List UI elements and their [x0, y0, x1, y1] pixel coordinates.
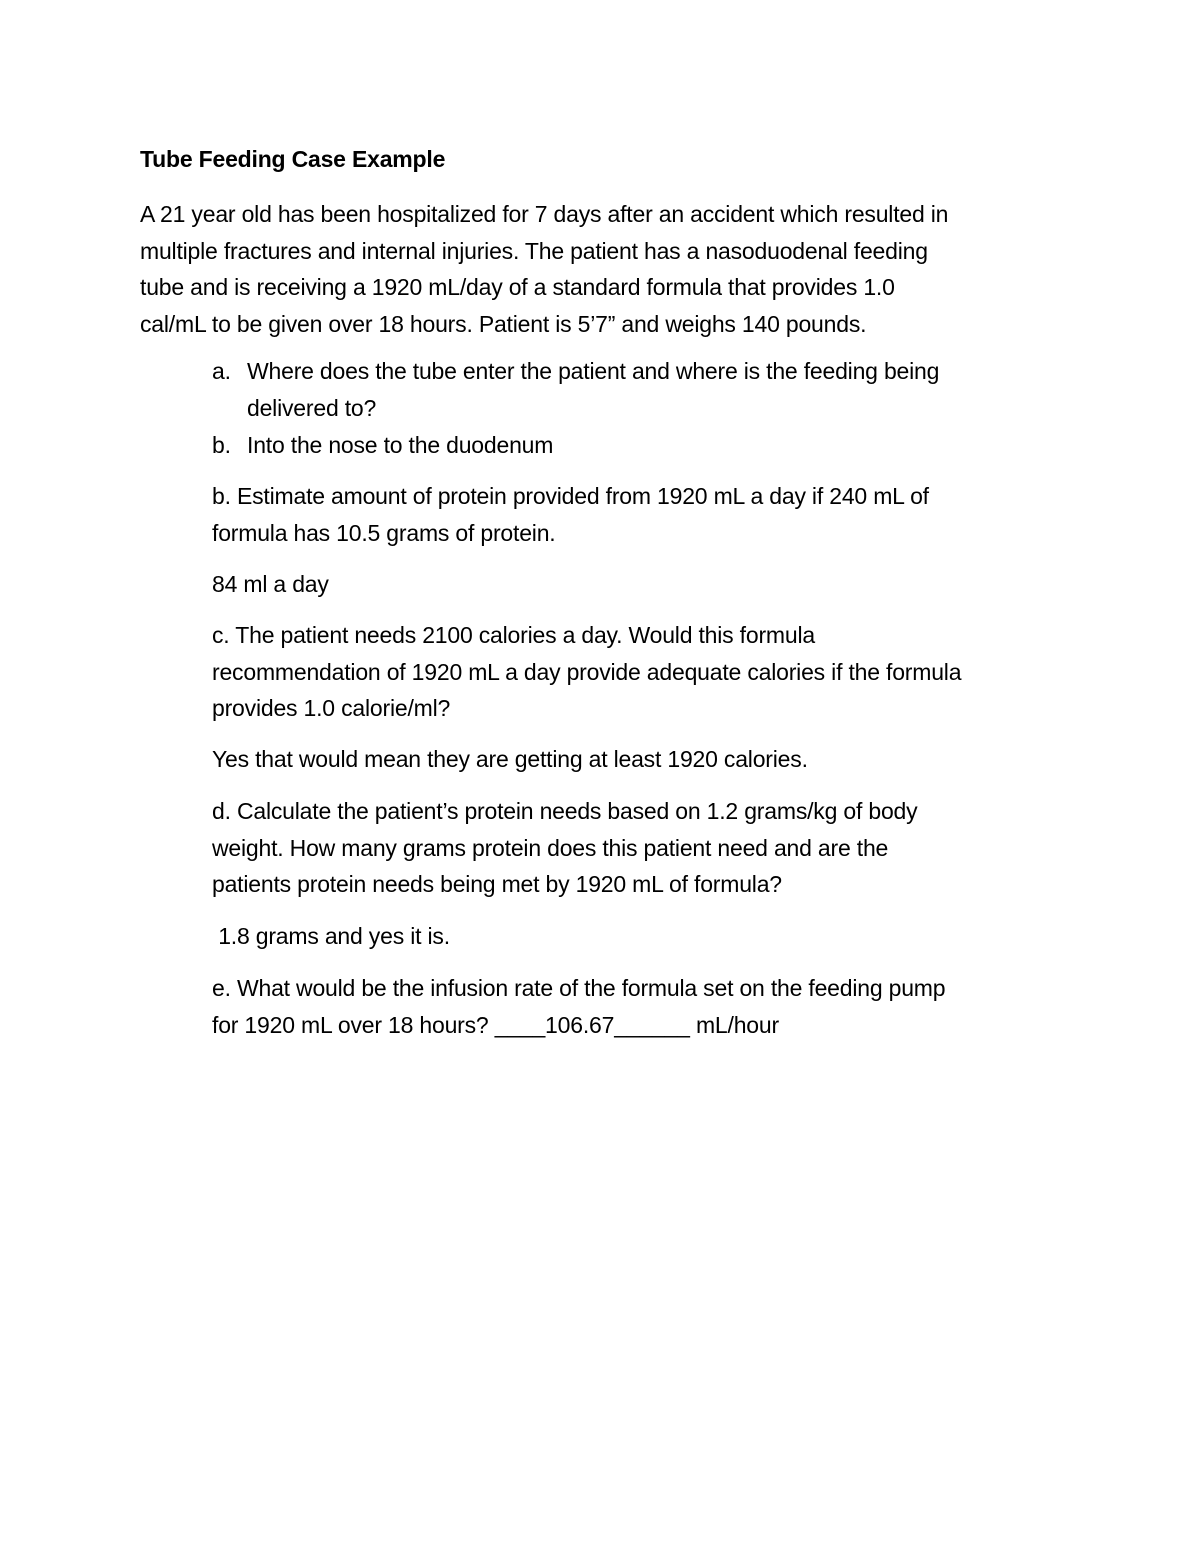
list-marker: b.	[212, 432, 231, 458]
answer-text: 84 ml a day	[212, 571, 329, 597]
case-line: A 21 year old has been hospitalized for 7 days after an accident which resulted in	[140, 201, 949, 227]
list-marker: a.	[212, 358, 231, 384]
document-title: Tube Feeding Case Example	[140, 146, 446, 172]
list-item-b	[212, 427, 553, 464]
answer-c	[212, 741, 808, 778]
question-line: provides 1.0 calorie/ml?	[212, 695, 451, 721]
answer-d	[212, 918, 450, 955]
case-line: cal/mL to be given over 18 hours. Patient is 5’7” and weighs 140 pounds.	[140, 310, 867, 337]
answer-text: Yes that would mean they are getting at least 1920 calories.	[212, 746, 808, 772]
answer-text: 1.8 grams and yes it is.	[212, 923, 450, 949]
case-line: multiple fractures and internal injuries. The patient has a nasoduodenal feeding	[140, 237, 928, 264]
question-line: c. The patient needs 2100 calories a day. Would this formula	[212, 622, 815, 648]
case-description	[140, 196, 1070, 342]
question-line: formula has 10.5 grams of protein.	[212, 519, 556, 546]
question-d	[212, 793, 917, 903]
question-line: weight. How many grams protein does this patient need and are the	[212, 834, 889, 861]
question-line: e. What would be the infusion rate of the formula set on the feeding pump	[212, 975, 946, 1001]
question-line: b. Estimate amount of protein provided from 1920 mL a day if 240 mL of	[212, 483, 929, 509]
question-c	[212, 617, 961, 727]
question-line: patients protein needs being met by 1920 mL of formula?	[212, 871, 782, 897]
question-e	[212, 970, 945, 1043]
list-item-text: delivered to?	[247, 394, 377, 421]
answer-b	[212, 566, 329, 603]
question-line: recommendation of 1920 mL a day provide adequate calories if the formula	[212, 658, 962, 685]
question-line: d. Calculate the patient’s protein needs based on 1.2 grams/kg of body	[212, 798, 918, 824]
list-item-text: Where does the tube enter the patient and where is the feeding being	[247, 358, 940, 384]
list-item-a	[212, 353, 939, 426]
case-line: tube and is receiving a 1920 mL/day of a standard formula that provides 1.0	[140, 274, 895, 300]
list-item-text: Into the nose to the duodenum	[247, 432, 554, 458]
question-line: for 1920 mL over 18 hours? ____106.67______ mL/hour	[212, 1011, 779, 1038]
question-b	[212, 478, 929, 551]
